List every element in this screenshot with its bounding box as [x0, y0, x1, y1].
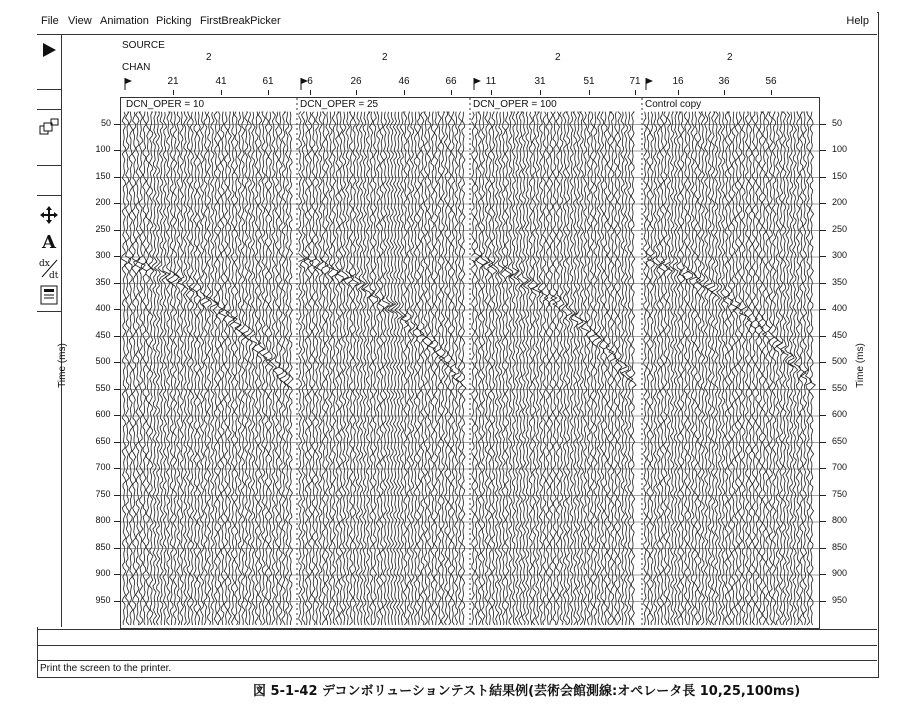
time-tick-label-left: 400 — [95, 303, 111, 313]
time-tick-label-left: 800 — [95, 515, 111, 525]
derivative-button[interactable] — [37, 255, 61, 281]
time-tick-right — [820, 495, 826, 496]
time-tick-right — [820, 548, 826, 549]
channel-label: 21 — [167, 76, 179, 87]
annotate-text-icon: A — [42, 231, 56, 253]
channel-tick — [491, 90, 492, 95]
menu-firstbreakpicker[interactable]: FirstBreakPicker — [200, 15, 281, 27]
time-tick-label-left: 700 — [95, 462, 111, 472]
move-icon — [39, 205, 59, 225]
channel-label: 6 — [307, 76, 313, 87]
channel-tick — [173, 90, 174, 95]
panel-label-2: DCN_OPER = 25 — [300, 99, 379, 110]
menu-view[interactable]: View — [68, 15, 92, 27]
time-tick-right — [820, 442, 826, 443]
time-tick-right — [820, 203, 826, 204]
channel-label: 66 — [445, 76, 457, 87]
time-tick-label-right: 50 — [832, 117, 843, 128]
channel-tick — [771, 90, 772, 95]
source-value-3: 2 — [555, 52, 561, 63]
window-copy-icon — [38, 118, 60, 138]
channel-label: 56 — [765, 76, 777, 87]
source-value-2: 2 — [382, 52, 388, 63]
channel-tick — [540, 90, 541, 95]
time-tick-label-left: 500 — [95, 356, 111, 366]
time-tick-label-left: 600 — [95, 409, 111, 419]
time-tick-label-right: 850 — [832, 541, 848, 552]
panel-flag-icon — [645, 78, 653, 90]
time-tick-label-right: 650 — [832, 435, 848, 446]
panel-flag-icon — [124, 78, 132, 90]
time-tick-right — [820, 230, 826, 231]
time-tick-label-right: 350 — [832, 276, 848, 287]
time-tick-left — [114, 256, 120, 257]
channel-tick — [221, 90, 222, 95]
time-tick-left — [114, 230, 120, 231]
time-tick-label-left: 250 — [95, 223, 111, 234]
figure-caption: 図 5-1-42 デコンボリューションテスト結果例(芸術会館測線:オペレータ長 10,25,100ms) — [253, 684, 801, 699]
channel-tick — [589, 90, 590, 95]
time-tick-right — [820, 150, 826, 151]
time-tick-label-right: 450 — [832, 329, 848, 340]
svg-text:dt: dt — [49, 271, 59, 280]
channel-tick — [404, 90, 405, 95]
time-tick-label-right: 200 — [832, 197, 848, 207]
time-tick-label-right: 250 — [832, 223, 848, 234]
time-tick-right — [820, 389, 826, 390]
time-tick-label-right: 950 — [832, 594, 848, 605]
time-tick-label-right: 550 — [832, 382, 848, 393]
time-tick-left — [114, 389, 120, 390]
time-tick-right — [820, 309, 826, 310]
time-tick-right — [820, 415, 826, 416]
time-tick-label-right: 750 — [832, 488, 848, 499]
menu-bar — [37, 12, 877, 35]
channel-label: 51 — [583, 76, 595, 87]
time-tick-label-right: 100 — [832, 144, 848, 154]
time-tick-left — [114, 362, 120, 363]
time-tick-label-right: 400 — [832, 303, 848, 313]
time-tick-left — [114, 336, 120, 337]
time-tick-label-left: 200 — [95, 197, 111, 207]
time-tick-label-right: 700 — [832, 462, 848, 472]
time-tick-label-right: 150 — [832, 170, 848, 181]
time-tick-left — [114, 548, 120, 549]
channel-label: 11 — [485, 76, 497, 87]
panel-label-3: DCN_OPER = 100 — [473, 99, 557, 110]
channel-label: 71 — [629, 76, 641, 87]
seismic-traces — [121, 98, 819, 628]
channel-tick — [268, 90, 269, 95]
channel-label: 16 — [672, 76, 684, 87]
channel-label: 46 — [398, 76, 410, 87]
source-label: SOURCE — [122, 40, 165, 51]
time-tick-left — [114, 203, 120, 204]
time-tick-label-left: 100 — [95, 144, 111, 154]
window-copy-button[interactable] — [37, 115, 61, 141]
move-button[interactable] — [37, 202, 61, 228]
time-axis-title-left: Time (ms) — [56, 343, 68, 388]
time-tick-label-left: 900 — [95, 568, 111, 578]
time-tick-right — [820, 256, 826, 257]
time-tick-right — [820, 336, 826, 337]
time-tick-label-right: 600 — [832, 409, 848, 419]
annotate-text-button[interactable] — [37, 229, 61, 255]
panel-label-4: Control copy — [645, 99, 702, 110]
time-tick-left — [114, 468, 120, 469]
time-tick-right — [820, 177, 826, 178]
time-tick-left — [114, 574, 120, 575]
time-tick-label-left: 350 — [95, 276, 111, 287]
channel-tick — [451, 90, 452, 95]
time-tick-right — [820, 601, 826, 602]
svg-text:dx: dx — [39, 259, 50, 269]
panel-flag-icon — [473, 78, 481, 90]
status-message: Print the screen to the printer. — [40, 663, 172, 674]
time-tick-label-left: 50 — [101, 117, 112, 128]
time-tick-right — [820, 468, 826, 469]
time-tick-label-right: 500 — [832, 356, 848, 366]
source-value-4: 2 — [727, 52, 733, 63]
time-tick-left — [114, 415, 120, 416]
menu-help[interactable]: Help — [846, 15, 869, 27]
time-tick-label-left: 650 — [95, 435, 111, 446]
channel-label: 36 — [718, 76, 730, 87]
time-tick-label-right: 300 — [832, 250, 848, 260]
time-tick-right — [820, 574, 826, 575]
time-tick-left — [114, 521, 120, 522]
source-value-1: 2 — [206, 52, 212, 63]
chan-label: CHAN — [122, 62, 151, 73]
channel-tick — [310, 90, 311, 95]
time-tick-left — [114, 177, 120, 178]
menu-picking[interactable]: Picking — [156, 15, 192, 27]
derivative-icon — [38, 256, 60, 280]
channel-label: 26 — [350, 76, 362, 87]
time-tick-left — [114, 442, 120, 443]
channel-tick — [635, 90, 636, 95]
time-axis-title-right: Time (ms) — [854, 343, 866, 388]
time-tick-left — [114, 601, 120, 602]
time-tick-left — [114, 495, 120, 496]
channel-label: 31 — [534, 76, 546, 87]
time-tick-label-left: 300 — [95, 250, 111, 260]
panel-label-1: DCN_OPER = 10 — [126, 99, 205, 110]
menu-file[interactable]: File — [41, 15, 59, 27]
print-icon — [39, 284, 59, 306]
time-tick-label-left: 850 — [95, 541, 111, 552]
time-tick-label-left: 150 — [95, 170, 111, 181]
time-tick-left — [114, 150, 120, 151]
time-tick-right — [820, 124, 826, 125]
toolbar — [37, 35, 62, 627]
time-tick-right — [820, 283, 826, 284]
time-tick-label-right: 800 — [832, 515, 848, 525]
time-tick-label-left: 550 — [95, 382, 111, 393]
play-icon — [41, 42, 57, 58]
time-tick-left — [114, 124, 120, 125]
time-tick-right — [820, 521, 826, 522]
channel-tick — [356, 90, 357, 95]
channel-tick — [678, 90, 679, 95]
time-tick-left — [114, 309, 120, 310]
time-tick-label-left: 750 — [95, 488, 111, 499]
time-tick-right — [820, 362, 826, 363]
menu-animation[interactable]: Animation — [100, 15, 149, 27]
time-tick-label-left: 450 — [95, 329, 111, 340]
time-tick-label-left: 950 — [95, 594, 111, 605]
channel-tick — [724, 90, 725, 95]
play-button[interactable] — [37, 37, 61, 63]
channel-label: 41 — [215, 76, 227, 87]
time-tick-label-right: 900 — [832, 568, 848, 578]
seismic-display[interactable] — [120, 97, 820, 629]
time-tick-left — [114, 283, 120, 284]
channel-label: 61 — [262, 76, 274, 87]
print-button[interactable] — [37, 282, 61, 308]
